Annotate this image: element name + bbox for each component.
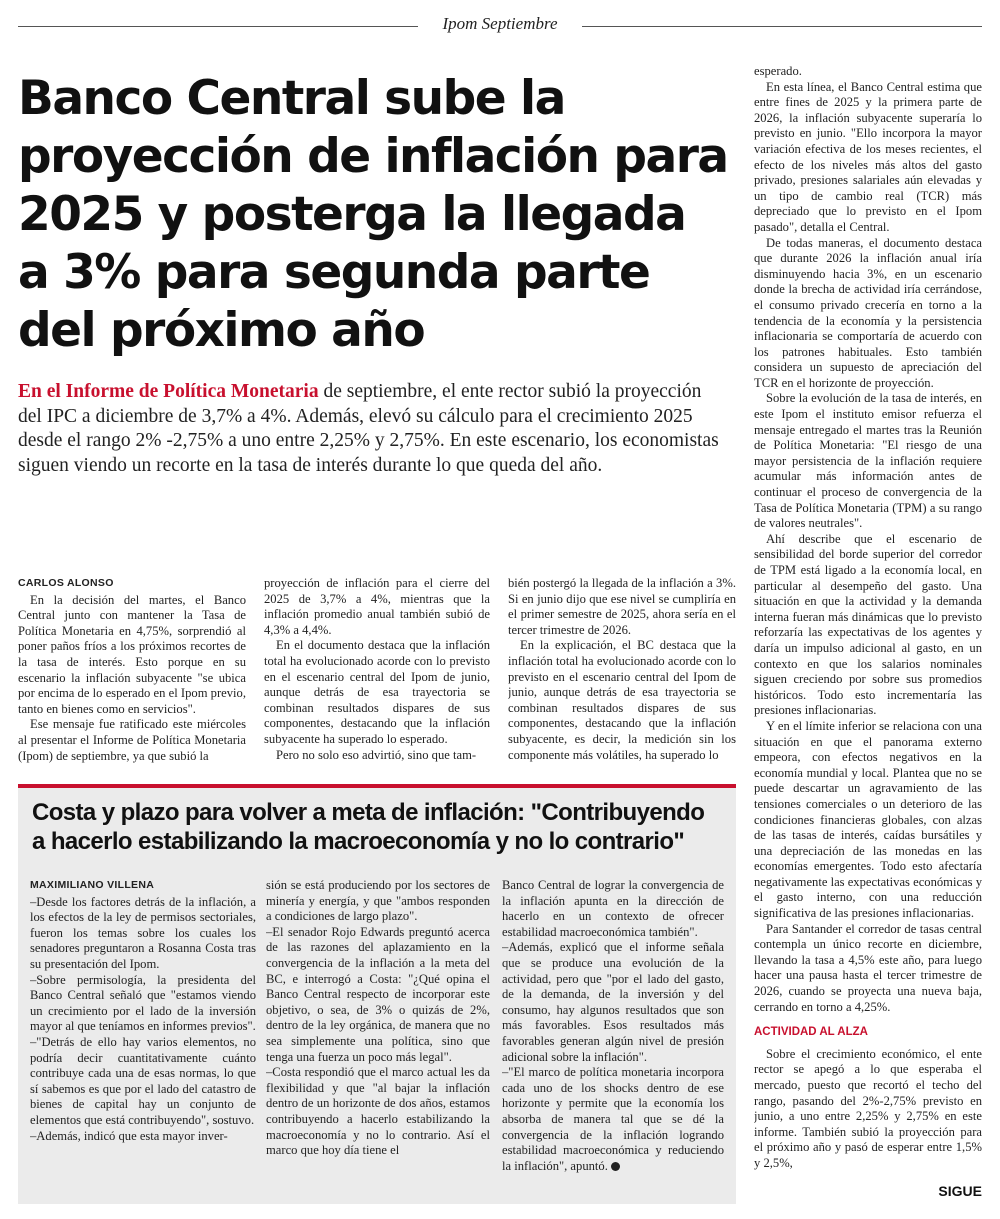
box-title-line: Costa y plazo para volver a meta de inflación: "Contribuyendo <box>32 799 705 826</box>
paragraph: Sobre el crecimiento económico, el ente rector se apegó a lo que esperaba el mercado, puesto que recortó el techo del rango, pasando del 2%-2,75% previsto en junio, a uno entre 2,25% y 2,75% en este informe. También subió la proyección para el próximo año y pasó de esperar entre 1,5% y 2,5%, <box>754 1046 982 1170</box>
paragraph: Para Santander el corredor de tasas central contempla un único recorte en diciembre, llevando la tasa a 4,5% este año, para luego hacer una pausa hasta el tercer trimestre de 2026, cuando se proyecta una nueva baja, cerrando en torno a 4,25%. <box>754 921 982 1014</box>
article-column-2 <box>264 576 490 776</box>
headline-line: 2025 y posterga la llegada <box>18 187 686 242</box>
paragraph: En el documento destaca que la inflación total ha evolucionado acorde con lo previsto en el escenario central del Ipom de junio, aunque detrás de esa trayectoria se combinan resultados dispares de sus componentes, destacando que la inflación subyacente ha superado lo esperado. <box>264 638 490 746</box>
article-column-4 <box>754 64 982 1178</box>
paragraph: bién postergó la llegada de la inflación a 3%. Si en junio dijo que ese nivel se cumpliría en el primer semestre de 2025, ahora sería en el tercer trimestre de 2026. <box>508 576 736 637</box>
headline-line: Banco Central sube la <box>18 71 565 126</box>
box-title <box>32 798 732 856</box>
headline <box>18 70 728 360</box>
paragraph: En esta línea, el Banco Central estima que entre fines de 2025 y la primera parte de 2026, la inflación subyacente superaría lo previsto en junio. "Ello incorpora la mayor variación efectiva de los meses recientes, el efecto de los niveles más altos del gasto privado, presiones salariales aún elevadas y un tipo de cambio real (TCR) más depreciado que lo previsto en el Ipom pasado", detalla el Central. <box>754 79 982 234</box>
paragraph: sión se está produciendo por los sectores de minería y energía, y que "ambos responden a condiciones de largo plazo". <box>266 878 490 924</box>
box-title-line: a hacerlo estabilizando la macroeconomía y no lo contrario" <box>32 828 685 855</box>
paragraph: Y en el límite inferior se relaciona con una situación en que el panorama externo empeora, con efectos negativos en la economía mundial y local. Plantea que no se puede descartar un agravamiento de las tensiones comerciales o un deterioro de las condiciones financieras globales, con alzas de las tasas de interés, caídas bursátiles y una depreciación de las monedas en las economías emergentes. Todo esto afectaría negativamente las expectativas económicas y el gasto interno, con una reducción significativa de las presiones inflacionarias. <box>754 718 982 921</box>
paragraph: esperado. <box>754 64 802 78</box>
paragraph: –Además, indicó que esta mayor inver- <box>30 1128 228 1143</box>
paragraph: Pero no solo eso advirtió, sino que tam- <box>276 747 477 762</box>
section-rule-left <box>18 26 418 27</box>
continues-label: SIGUE <box>938 1183 982 1199</box>
lead-kicker: En el Informe de Política Monetaria <box>18 381 319 402</box>
paragraph: –Costa respondió que el marco actual les da flexibilidad y que "al bajar la inflación dentro de un horizonte de dos años, estamos contribuyendo a hacerlo estabilizando la macroeconomía y no lo contrario. Así el marco que hoy día tiene el <box>266 1065 490 1158</box>
section-rule-right <box>582 26 982 27</box>
lead-paragraph <box>18 380 730 478</box>
paragraph: –El senador Rojo Edwards preguntó acerca de las razones del aplazamiento en la convergencia de la inflación a la meta del BC, e interrogó a Costa: "¿Qué opina el Banco Central respecto de incorporar este objetivo, o sea, de 3% o quizás de 2%, dentro de la ley orgánica, de manera que no sea simplemente una política, sino que tenga una fuerza un poco más legal". <box>266 924 490 1064</box>
paragraph: En la decisión del martes, el Banco Central junto con mantener la Tasa de Política Monetaria en 4,75%, sorprendió al poner paños fríos a los próximos recortes de la tasa de interés. Esto porque en su escenario la inflación subyacente "se ubica por encima de lo esperado en el Ipom previo, tanto en bienes como en servicios". <box>18 592 246 716</box>
headline-line: a 3% para segunda parte <box>18 245 650 300</box>
paragraph: Sobre la evolución de la tasa de interés, en este Ipom el instituto emisor refuerza el mensaje entregado el martes tras la Reunión de Política Monetaria: "El riesgo de una mayor persistencia de la inflación requiere acumular más información antes de continuar el proceso de convergencia de la Tasa de Política Monetaria (TPM) a su rango de valores neutrales". <box>754 391 982 531</box>
paragraph: Ahí describe que el escenario de sensibilidad del borde superior del corredor de TPM está ligado a la economía local, en particular al desempeño del gasto. Una situación en que la actividad y la demanda interna fueran más dinámicas que lo previsto reforzaría las expectativas de los agentes y daría un impulso adicional al gasto, en un contexto en que los salarios nominales siguen creciendo por sobre sus promedios históricos. Todo esto incrementaría las presiones inflacionarias. <box>754 531 982 718</box>
box-column-2 <box>266 878 490 1196</box>
box-column-3 <box>502 878 724 1196</box>
paragraph: De todas maneras, el documento destaca que durante 2026 la inflación anual iría disminuyendo hacia 3%, en un escenario donde la brecha de actividad iría cerrándose, el consumo privado crecería en torno a la tendencia de la economía y la persistencia inflacionaria se comportaría de acuerdo con los patrones habituales. Esto también considera un supuesto de apreciación del TCR en el horizonte de proyección. <box>754 235 982 390</box>
lead-text: de septiembre, el ente rector subió la proyección del IPC a diciembre de 3,7% a 4%. Además, elevó su cálculo para el crecimiento 2025 desde el rango 2% -2,75% a uno entre 2,25% y 2,75%. En este escenario, los economistas siguen viendo un recorte en la tasa de interés durante lo que queda del año. <box>18 381 719 476</box>
headline-line: proyección de inflación para <box>18 129 728 184</box>
paragraph: proyección de inflación para el cierre del 2025 de 3,7% a 4%, mientras que la inflación promedio anual también subió de 4,3% a 4,4%. <box>264 576 490 637</box>
paragraph: –Además, explicó que el informe señala que se produce una evolución de la actividad, pero que "por el lado del gasto, de la demanda, de la inversión y del consumo, hay algunos resultados que son más favorables. Esos resultados más favorables generan algún nivel de presión adicional sobre la inflación". <box>502 940 724 1064</box>
paragraph: –"El marco de política monetaria incorpora cada uno de los shocks dentro de ese horizonte y permite que la economía los absorba de manera tal que se dé la convergencia de la inflación logrando estabilidad macroeconómica y reduciendo la inflación", apuntó. <box>502 1065 724 1173</box>
byline: CARLOS ALONSO <box>18 577 114 589</box>
paragraph: Banco Central de lograr la convergencia de la inflación apunta en la dirección de hacerlo en un contexto de ofrecer estabilidad macroeconómica también". <box>502 878 724 939</box>
article-column-3 <box>508 576 736 776</box>
box-column-1 <box>30 878 256 1196</box>
headline-line: del próximo año <box>18 303 425 358</box>
section-label: Ipom Septiembre <box>442 14 558 33</box>
sidebar-box <box>18 784 736 1204</box>
subhead: ACTIVIDAD AL ALZA <box>754 1026 868 1039</box>
box-byline: MAXIMILIANO VILLENA <box>30 879 155 891</box>
article-column-1 <box>18 576 246 776</box>
paragraph: –Sobre permisología, la presidenta del Banco Central señaló que "estamos viendo un crecimiento por el lado de la inversión mayor al que teníamos en informes previos". <box>30 972 256 1034</box>
paragraph: En la explicación, el BC destaca que la inflación total ha evolucionado acorde con lo previsto en el escenario central del Ipom de junio, aunque detrás de esa trayectoria se combinan resultados dispares de sus componentes, destacando que la inflación subyacente, es decir, la medición sin los componente más volátiles, ha superado lo <box>508 638 736 762</box>
paragraph: Ese mensaje fue ratificado este miércoles al presentar el Informe de Política Monetaria (Ipom) de septiembre, ya que subió la <box>18 717 246 763</box>
paragraph: –Desde los factores detrás de la inflación, a los efectos de la ley de permisos sectoriales, fueron los temas sobre los cuales los senadores preguntaron a Rosanna Costa tras su presentación del Ipom. <box>30 894 256 971</box>
paragraph: –"Detrás de ello hay varios elementos, no podría decir cuantitativamente cuánto contribuye cada una de esas normas, lo que sí sabemos es que por el lado del catastro de bienes de capital hay un conjunto de elementos que está contribuyendo", sostuvo. <box>30 1034 256 1127</box>
end-of-story-icon <box>611 1162 620 1171</box>
